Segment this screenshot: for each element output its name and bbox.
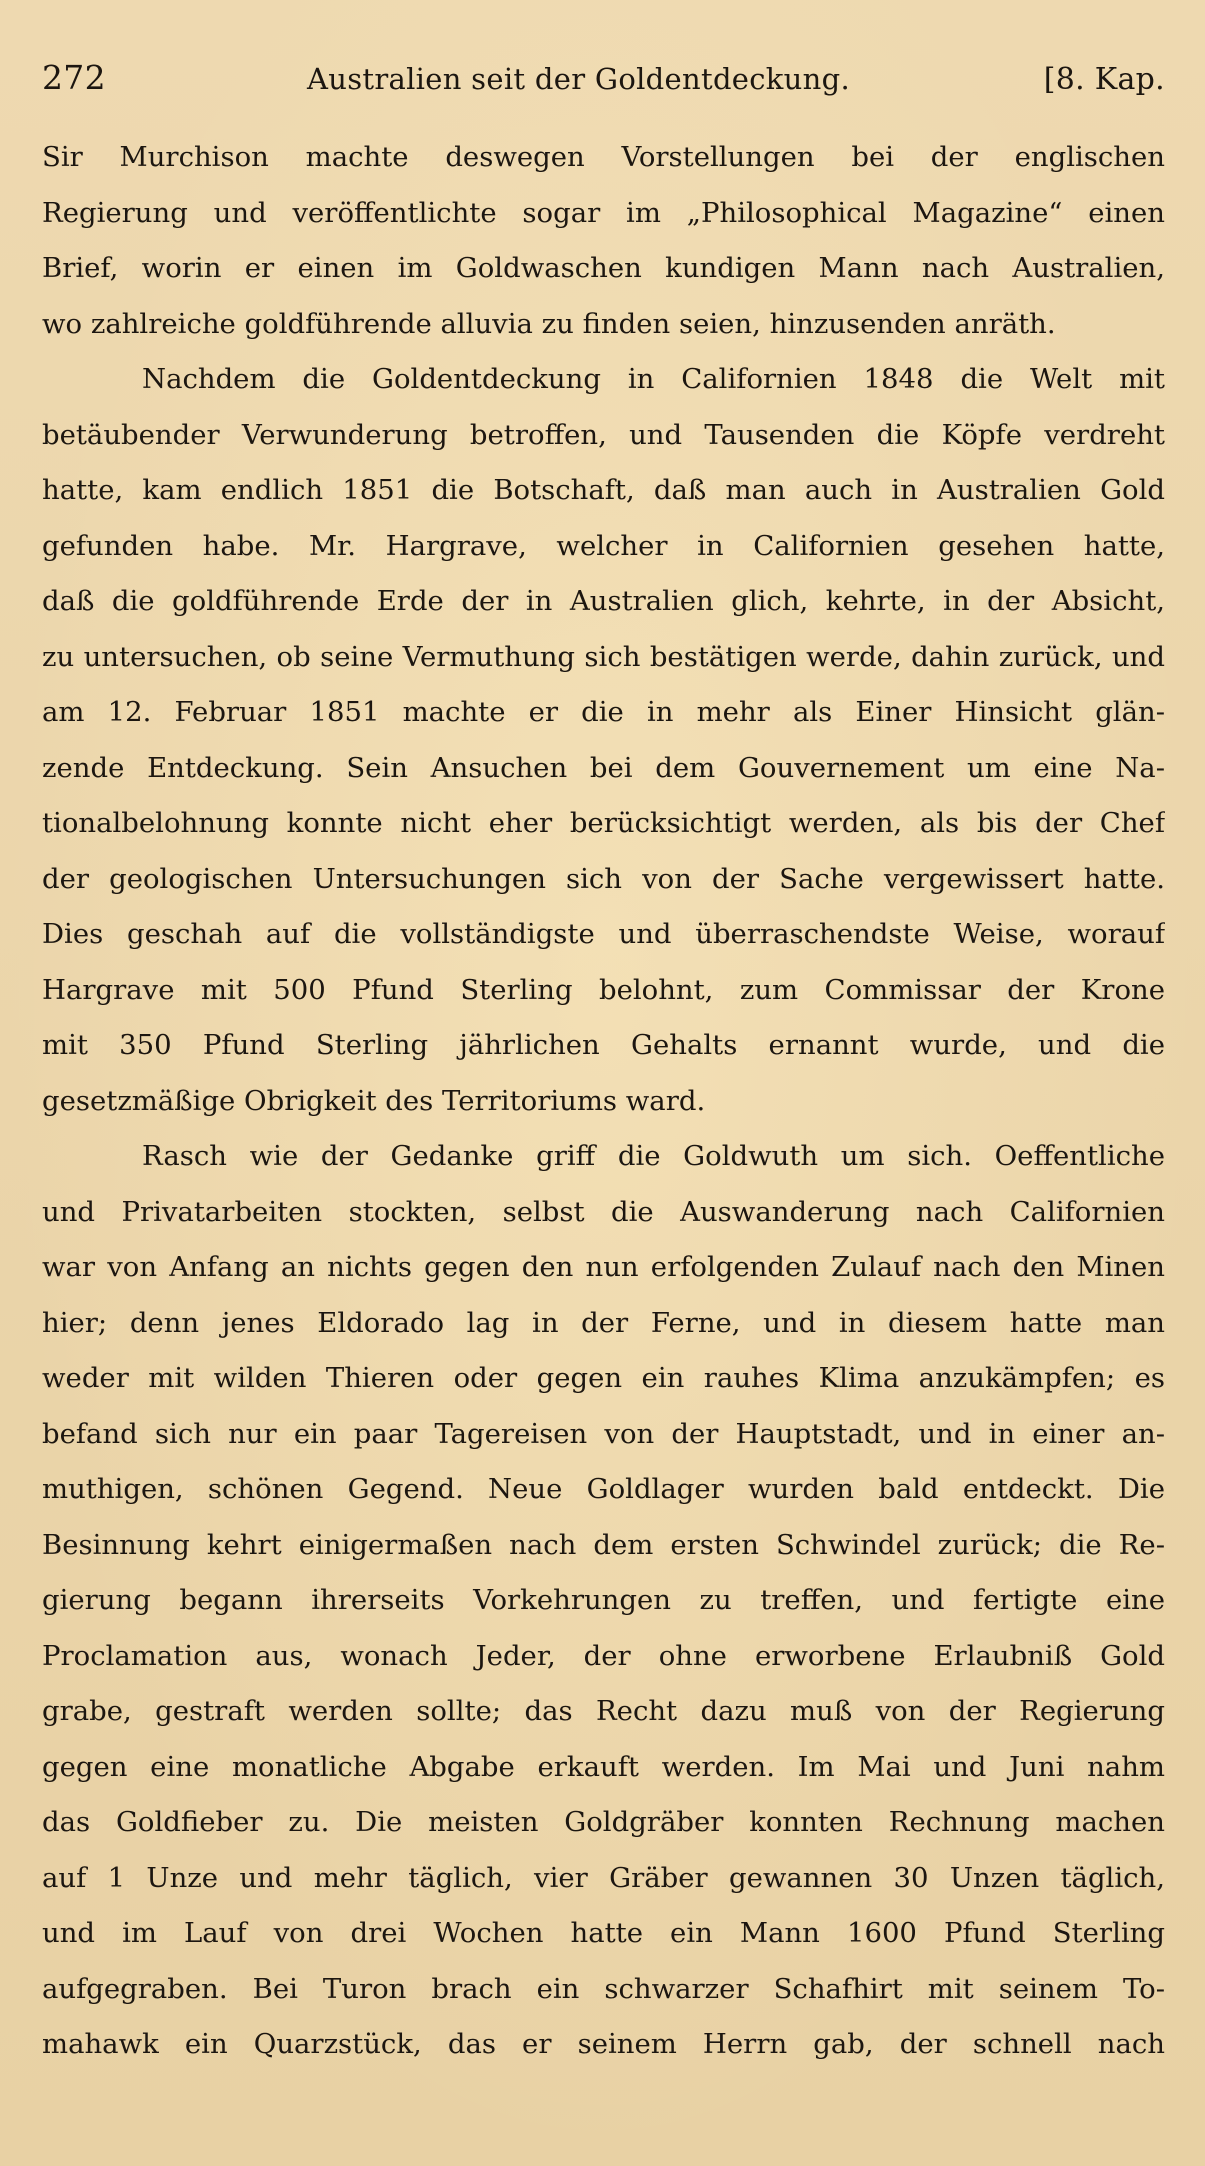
page-number: 272: [42, 58, 106, 97]
chapter-reference: [8. Kap.: [1043, 62, 1165, 97]
text-line: gegen eine monatliche Abgabe erkauft werden. Im Mai und Juni nahm: [42, 1750, 1165, 1783]
text-line: hier; denn jenes Eldorado lag in der Ferne, und in diesem hatte man: [42, 1306, 1165, 1339]
text-line: muthigen, schönen Gegend. Neue Goldlager wurden bald entdeckt. Die: [42, 1473, 1165, 1505]
text-line: Dies geschah auf die vollständigste und überraschendste Weise, worauf: [42, 918, 1165, 950]
text-line: tionalbelohnung konnte nicht eher berücksichtigt werden, als bis der Chef: [42, 807, 1165, 839]
text-line: grabe, gestraft werden sollte; das Recht dazu muß von der Regierung: [42, 1695, 1165, 1727]
text-line: auf 1 Unze und mehr täglich, vier Gräber gewannen 30 Unzen täglich,: [42, 1861, 1165, 1894]
text-line: Proclamation aus, wonach Jeder, der ohne erworbene Erlaubniß Gold: [42, 1639, 1165, 1672]
running-head: [42, 58, 1165, 112]
text-line: Besinnung kehrt einigermaßen nach dem ersten Schwindel zurück; die Re-: [42, 1528, 1165, 1561]
text-line: gierung begann ihrerseits Vorkehrungen zu treffen, und fertigte eine: [42, 1584, 1165, 1616]
text-line: zende Entdeckung. Sein Ansuchen bei dem Gouvernement um eine Na-: [42, 751, 1165, 784]
text-line: wo zahlreiche goldführende alluvia zu finden seien, hinzusenden anräth.: [42, 307, 1056, 340]
text-line: und im Lauf von drei Wochen hatte ein Mann 1600 Pfund Sterling: [42, 1917, 1165, 1949]
text-line: Nachdem die Goldentdeckung in Californien 1848 die Welt mit: [142, 363, 1165, 395]
text-line: befand sich nur ein paar Tagereisen von der Hauptstadt, und in einer an-: [42, 1417, 1165, 1450]
text-line: Hargrave mit 500 Pfund Sterling belohnt, zum Commissar der Krone: [42, 973, 1165, 1006]
body-text: [42, 130, 1165, 2073]
text-line: weder mit wilden Thieren oder gegen ein rauhes Klima anzukämpfen; es: [42, 1362, 1165, 1394]
text-line: Brief, worin er einen im Goldwaschen kundigen Mann nach Australien,: [42, 252, 1165, 284]
text-line: am 12. Februar 1851 machte er die in mehr als Einer Hinsicht glän-: [42, 696, 1165, 728]
text-line: Sir Murchison machte deswegen Vorstellungen bei der englischen: [42, 141, 1165, 173]
text-line: der geologischen Untersuchungen sich von der Sache vergewissert hatte.: [42, 862, 1165, 895]
text-line: hatte, kam endlich 1851 die Botschaft, daß man auch in Australien Gold: [42, 474, 1165, 506]
text-line: daß die goldführende Erde der in Australien glich, kehrte, in der Absicht,: [42, 585, 1165, 617]
text-line: zu untersuchen, ob seine Vermuthung sich bestätigen werde, dahin zurück, und: [42, 640, 1165, 673]
text-line: gesetzmäßige Obrigkeit des Territoriums ward.: [42, 1084, 706, 1117]
text-line: gefunden habe. Mr. Hargrave, welcher in Californien gesehen hatte,: [42, 529, 1165, 562]
text-line: war von Anfang an nichts gegen den nun erfolgenden Zulauf nach den Minen: [42, 1251, 1165, 1283]
text-line: das Goldfieber zu. Die meisten Goldgräber konnten Rechnung machen: [42, 1806, 1165, 1838]
text-line: aufgegraben. Bei Turon brach ein schwarzer Schafhirt mit seinem To-: [42, 1972, 1165, 2005]
text-line: mit 350 Pfund Sterling jährlichen Gehalts ernannt wurde, und die: [42, 1029, 1165, 1061]
text-line: betäubender Verwunderung betroffen, und Tausenden die Köpfe verdreht: [42, 418, 1165, 451]
running-title: Australien seit der Goldentdeckung.: [306, 62, 851, 96]
text-line: und Privatarbeiten stockten, selbst die Auswanderung nach Californien: [42, 1195, 1165, 1228]
text-line: mahawk ein Quarzstück, das er seinem Herrn gab, der schnell nach: [42, 2028, 1165, 2060]
text-line: Rasch wie der Gedanke griff die Goldwuth um sich. Oeffentliche: [142, 1140, 1165, 1172]
text-line: Regierung und veröffentlichte sogar im „Philosophical Magazine“ einen: [42, 196, 1165, 229]
